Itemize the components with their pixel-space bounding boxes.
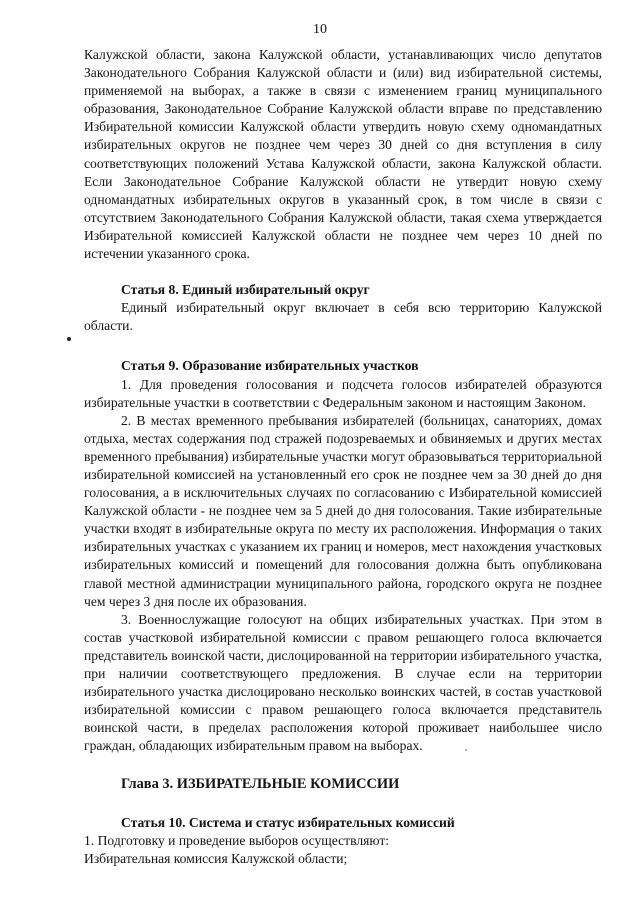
- chapter-3-heading: Глава 3. ИЗБИРАТЕЛЬНЫЕ КОМИССИИ: [121, 776, 400, 793]
- intro-paragraph: Калужской области, закона Калужской области, устанавливающих число депутатов Законодательного Собрания Калужской области и (или) вид избирательной системы, применяемой на выборах, а также в связи с изменением границ муниципального образования, Законодательное Собрание Калужской области вправе по представлению Избирательной комиссии Калужской области утвердить новую схему одномандатных избирательных округов не позднее чем через 30 дней со дня вступления в силу соответствующих положений Устава Калужской области, закона Калужской области. Если Законодательное Собрание Калужской области не утвердит новую схему одномандатных избирательных округов в указанный срок, в том числе в связи с отсутствием Законодательного Собрания Калужской области, такая схема утверждается Избирательной комиссией Калужской области не позднее чем через 10 дней по истечении указанного срока.: [84, 47, 602, 262]
- article-10-heading: Статья 10. Система и статус избирательных комиссий: [121, 814, 455, 830]
- article-8-text: Единый избирательный округ включает в себя всю территорию Калужской области.: [84, 300, 602, 334]
- article-10-paragraph-2: Избирательная комиссия Калужской области;: [84, 850, 348, 866]
- article-9-paragraph-1: 1. Для проведения голосования и подсчета голосов избирателей образуются избирательные участки в соответствии с Федеральным законом и настоящим Законом.: [84, 376, 602, 410]
- article-9-paragraph-3: 3. Военнослужащие голосуют на общих избирательных участках. При этом в состав участковой избирательной комиссии с правом решающего голоса включается представитель воинской части, дислоцированной на территории избирательного участка, при наличии соответствующего предложения. В случае если на территории избирательного участка дислоцировано несколько воинских частей, в состав участковой избирательной комиссии с правом решающего голоса включается представитель воинской части, в пределах расположения которой проживает наибольшее число граждан, обладающих избирательным правом на выборах.: [84, 611, 602, 754]
- article-9-heading: Статья 9. Образование избирательных участков: [121, 358, 419, 374]
- article-8-heading: Статья 8. Единый избирательный округ: [121, 282, 370, 298]
- document-body: [84, 46, 602, 868]
- article-10-paragraph-1: 1. Подготовку и проведение выборов осуществляют:: [84, 832, 390, 848]
- margin-dot-mark: [67, 337, 71, 341]
- page-number: 10: [313, 22, 327, 37]
- article-9-paragraph-2: 2. В местах временного пребывания избирателей (больницах, санаториях, домах отдыха, местах содержания под стражей подозреваемых и обвиняемых и других местах временного пребывания) избирательные участки могут образовываться территориальной избирательной комиссией на установленный его срок не позднее чем за 30 дней до дня голосования, а в исключительных случаях по согласованию с Избирательной комиссией Калужской области - не позднее чем за 5 дней до дня голосования. Такие избирательные участки входят в избирательные округа по месту их расположения. Информация о таких избирательных участках с указанием их границ и номеров, мест нахождения участковых избирательных комиссий и помещений для голосования должна быть опубликована главой местной администрации муниципального района, городского округа не позднее чем через 3 дня после их образования.: [84, 412, 602, 609]
